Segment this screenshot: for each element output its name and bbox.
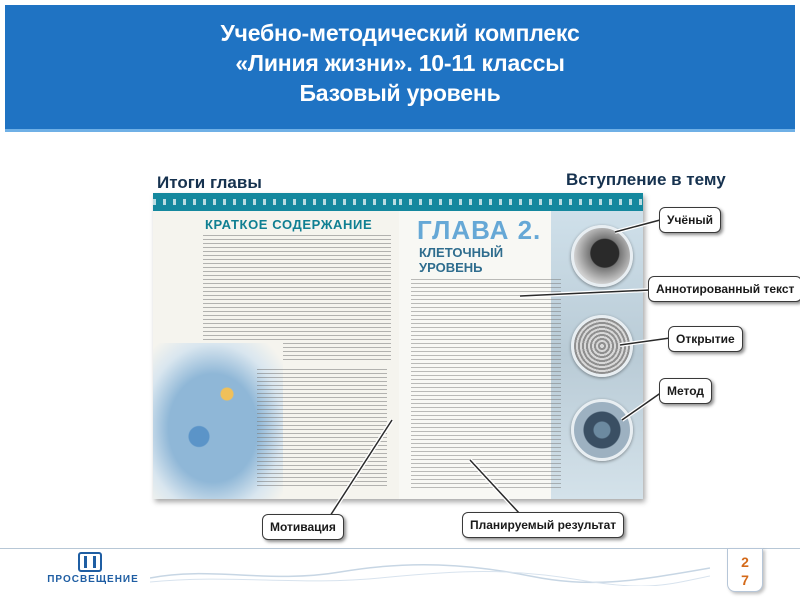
label-method: Метод [659,378,712,404]
page-band [153,193,399,211]
label-motivation: Мотивация [262,514,344,540]
left-page [153,193,399,499]
textbook-spread-image [153,193,643,499]
label-discovery: Открытие [668,326,743,352]
caption-topic-intro: Вступление в тему [566,170,726,189]
title-line-1: Учебно-методический комплекс [220,20,580,46]
chapter-heading: ГЛАВА 2. [417,215,542,245]
publisher-logo [40,548,146,590]
footer-decoration [150,556,710,586]
title-line-2: «Линия жизни». 10-11 классы [235,50,565,76]
text-block [411,279,561,489]
method-image [571,399,633,461]
label-scientist: Учёный [659,207,721,233]
left-page-heading: КРАТКОЕ СОДЕРЖАНИЕ [205,217,373,232]
logo-icon [78,552,102,572]
title-banner [5,5,795,132]
right-page [399,193,643,499]
label-planned-result: Планируемый результат [462,512,624,538]
text-block [257,369,387,487]
chapter-subheading: КЛЕТОЧНЫЙ УРОВЕНЬ [419,245,504,275]
page-band [399,193,643,211]
title-line-3: Базовый уровень [299,80,501,106]
discovery-image [571,315,633,377]
scientist-portrait-image [571,225,633,287]
caption-chapter-summary: Итоги главы [157,173,262,192]
label-annotated-text: Аннотированный текст [648,276,800,302]
logo-text: ПРОСВЕЩЕНИЕ [47,574,139,585]
page-number: 2 7 [727,548,763,592]
